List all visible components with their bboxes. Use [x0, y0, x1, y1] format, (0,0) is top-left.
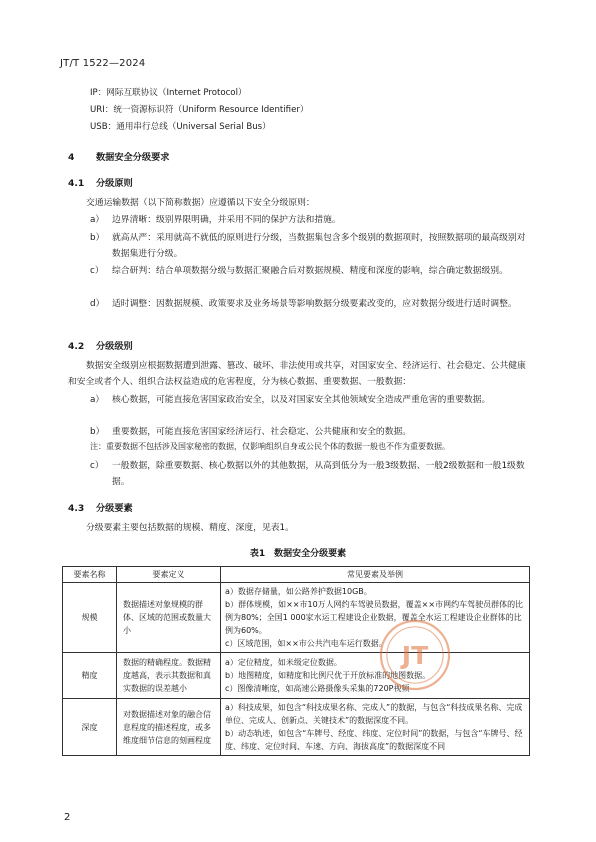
element-name: 深度 — [63, 699, 117, 756]
list-text: 一般数据，除重要数据、核心数据以外的其他数据，从高到低分为一般3级数据、一般2级数据和一般1级数据。 — [112, 461, 525, 487]
list-text: 核心数据，可能直接危害国家政治安全，以及对国家安全其他领域安全造成严重危害的重要数据。 — [112, 395, 491, 405]
list-item — [90, 424, 530, 440]
example-item: a）科技成果，如包含“科技成果名称、完成人”的数据，与包含“科技成果名称、完成单位、完成人、创新点、关键技术”的数据深度不同。 — [225, 703, 523, 725]
list-marker: b） — [90, 233, 105, 243]
example-item: b）动态轨迹，如包含“车牌号、经度、纬度、定位时间”的数据，与包含“车牌号、经度、纬度、定位时间、车速、方向、海拔高度”的数据深度不同 — [225, 729, 523, 751]
list-item — [90, 392, 530, 408]
example-item: c）图像清晰度，如高速公路摄像头采集的720P视频 — [225, 684, 410, 693]
section-title: 数据安全分级要求 — [96, 152, 170, 163]
header-examples: 常见要素及举例 — [221, 567, 530, 583]
section-4-3-intro: 分级要素主要包括数据的规模、精度、深度，见表1。 — [86, 523, 294, 533]
abbreviation-usb: USB：通用串行总线（Universal Serial Bus） — [90, 122, 271, 132]
section-4-1-intro: 交通运输数据（以下简称数据）应遵循以下安全分级原则： — [86, 198, 315, 208]
example-item: b）地图精度，如精度和比例尺优于开放标准的地图数据。 — [225, 671, 431, 680]
note: 注：重要数据不包括涉及国家秘密的数据，仅影响组织自身或公民个体的数据一般也不作为重要数据。 — [90, 442, 450, 451]
page-number: 2 — [64, 812, 71, 823]
table-row — [63, 653, 530, 699]
section-4-2-intro: 数据安全级别应根据数据遭到泄露、篡改、破坏、非法使用或共享，对国家安全、经济运行、社会稳定、公共健康和安全或者个人、组织合法权益造成的危害程度，分为核心数据、重要数据、一般数据： — [68, 361, 526, 387]
list-item — [90, 296, 530, 312]
section-4-heading — [68, 149, 170, 163]
list-text: 边界清晰：级别界限明确，并采用不同的保护方法和措施。 — [112, 215, 341, 225]
element-definition: 对数据描述对象的融合信息程度的描述程度，或多维度细节信息的刻画程度 — [117, 699, 221, 756]
element-definition: 数据的精确程度。数据精度越高，表示其数据和真实数据的误差越小 — [117, 653, 221, 699]
list-text: 重要数据，可能直接危害国家经济运行、社会稳定、公共健康和安全的数据。 — [112, 427, 412, 437]
header-element-name: 要素名称 — [63, 567, 117, 583]
list-marker: b） — [90, 427, 105, 437]
section-4-1-heading — [68, 175, 133, 189]
list-marker: c） — [90, 461, 104, 471]
list-text: 适时调整：因数据规模、政策要求及业务场景等影响数据分级要素改变的，应对数据分级进行适时调整。 — [112, 299, 517, 309]
section-title: 分级要素 — [96, 503, 133, 514]
classification-elements-table — [62, 566, 530, 756]
abbreviation-uri: URI：统一资源标识符（Uniform Resource Identifier） — [90, 105, 309, 115]
element-name: 精度 — [63, 653, 117, 699]
header-element-definition: 要素定义 — [117, 567, 221, 583]
list-item — [90, 263, 530, 279]
section-number: 4.3 — [68, 503, 85, 514]
element-examples — [221, 653, 530, 699]
list-item — [90, 230, 530, 262]
section-number: 4.1 — [68, 178, 85, 189]
standard-number: JT/T 1522—2024 — [60, 58, 146, 69]
list-marker: a） — [90, 395, 105, 405]
seal-text: JT — [401, 640, 429, 670]
list-item — [90, 212, 530, 228]
example-item: a）定位精度，如米级定位数据。 — [225, 658, 342, 667]
example-item: a）数据存储量，如公路养护数据10GB。 — [225, 587, 372, 596]
element-examples — [221, 699, 530, 756]
table-header-row — [63, 567, 530, 583]
abbreviation-ip: IP：网际互联协议（Internet Protocol） — [90, 88, 247, 98]
element-examples — [221, 583, 530, 653]
section-number: 4.2 — [68, 341, 85, 352]
example-item: b）群体规模，如××市10万人网约车驾驶员数据，覆盖××市网约车驾驶员群体的比例为80%；全国1 000家水运工程建设企业数据，覆盖全水运工程建设企业群体的比例为60%。 — [225, 600, 524, 635]
section-4-2-heading — [68, 338, 133, 352]
section-number: 4 — [68, 152, 75, 163]
element-definition: 数据描述对象规模的群体、区域的范围或数量大小 — [117, 583, 221, 653]
table-row — [63, 583, 530, 653]
section-title: 分级级别 — [96, 341, 133, 352]
element-name: 规模 — [63, 583, 117, 653]
section-4-3-heading — [68, 500, 133, 514]
list-text: 就高从严：采用就高不就低的原则进行分级，当数据集包含多个级别的数据项时，按照数据项的最高级别对数据集进行分级。 — [112, 233, 526, 259]
example-item: c）区域范围，如××市公共汽电车运行数据。 — [225, 639, 387, 648]
table-caption: 表1 数据安全分级要素 — [249, 549, 347, 559]
list-text: 综合研判：结合单项数据分级与数据汇聚融合后对数据规模、精度和深度的影响，综合确定数据级别。 — [112, 266, 508, 276]
publisher-seal-icon — [378, 618, 452, 692]
list-marker: d） — [90, 299, 105, 309]
table-row — [63, 699, 530, 756]
list-marker: a） — [90, 215, 105, 225]
list-item — [90, 458, 530, 490]
section-title: 分级原则 — [96, 178, 133, 189]
list-marker: c） — [90, 266, 104, 276]
